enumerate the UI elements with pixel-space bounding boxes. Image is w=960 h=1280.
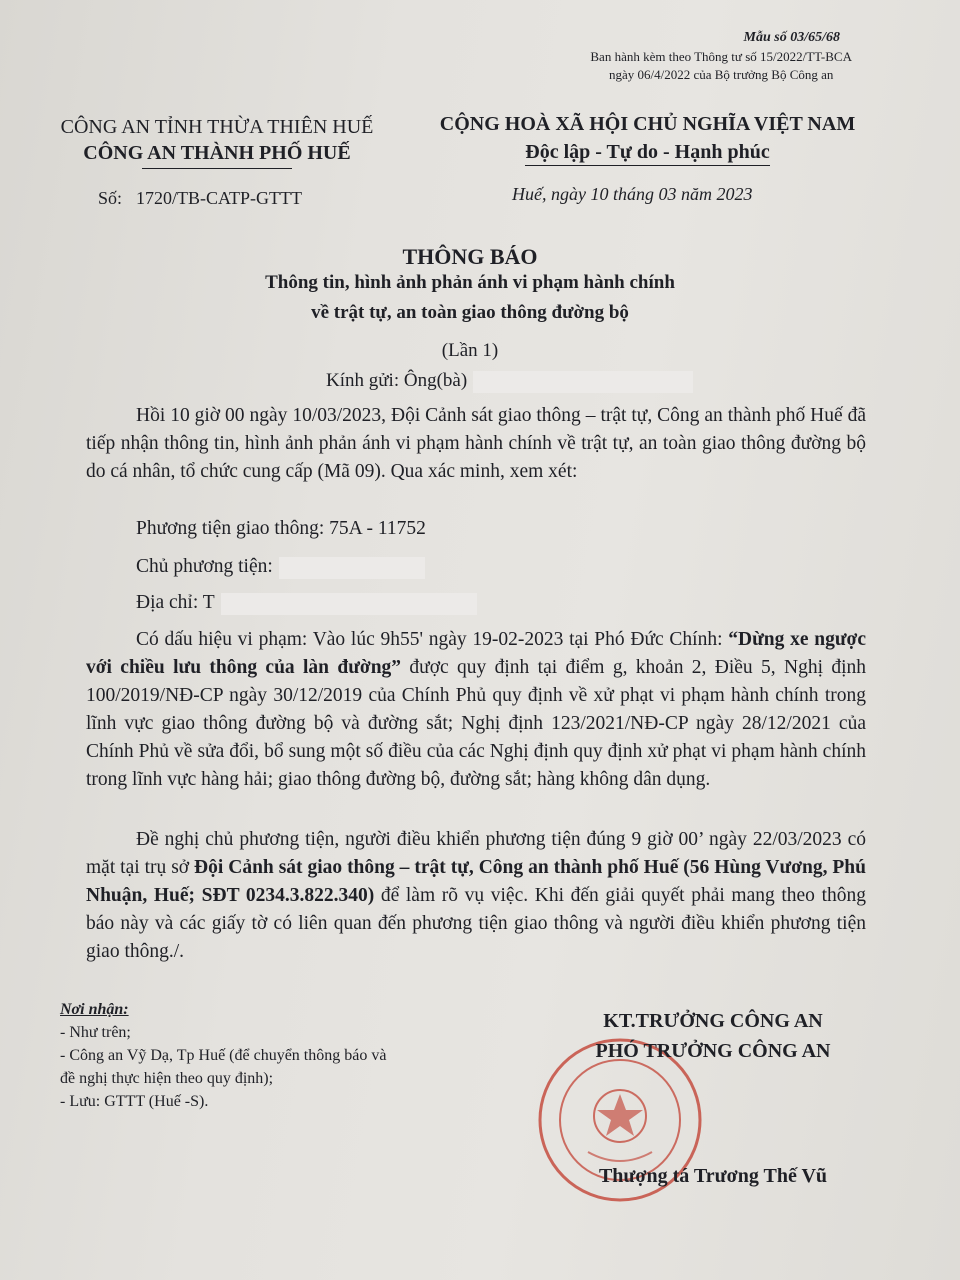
addressee-label: Kính gửi: Ông(bà) — [326, 370, 468, 391]
document-number-label: Số: — [98, 188, 123, 208]
signer-name: Thượng tá Trương Thế Vũ — [598, 1165, 828, 1187]
agency-name: CÔNG AN THÀNH PHỐ HUẾ — [83, 142, 351, 164]
signature-title-1: KT.TRƯỞNG CÔNG AN — [603, 1010, 823, 1032]
notice-round: (Lần 1) — [441, 340, 499, 361]
issued-line-2: ngày 06/4/2022 của Bộ trưởng Bộ Công an — [608, 67, 834, 82]
owner-address — [136, 592, 477, 615]
redacted-name-block — [473, 371, 693, 393]
vehicle-plate: Phương tiện giao thông: 75A - 11752 — [136, 518, 426, 539]
request-text-a: Đề nghị chủ phương tiện, người điều khiển phương tiện đúng 9 giờ 00’ ngày 22/03/2023 có mặt tại trụ sở — [86, 829, 866, 878]
document-title: THÔNG BÁO — [402, 244, 538, 269]
document-number-value: 1720/TB-CATP-GTTT — [136, 188, 303, 208]
redacted-address-block — [221, 593, 477, 615]
addressee — [326, 370, 693, 393]
paragraph-intro: Hồi 10 giờ 00 ngày 10/03/2023, Đội Cảnh sát giao thông – trật tự, Công an thành phố Huế đã tiếp nhận thông tin, hình ảnh phản ánh vi phạm hành chính về trật tự, an toàn giao thông đường bộ do cá nhân, tổ chức cung cấp (Mã 09). Qua xác minh, xem xét: — [86, 405, 866, 482]
recipients-block — [60, 998, 386, 1113]
place-date: Huế, ngày 10 tháng 03 năm 2023 — [512, 184, 753, 204]
address-label: Địa chỉ: T — [136, 592, 215, 613]
vehicle-owner — [136, 556, 425, 579]
national-header — [420, 110, 875, 166]
issued-line-1: Ban hành kèm theo Thông tư số 15/2022/TT-BCA — [590, 49, 852, 64]
redacted-owner-block — [279, 557, 425, 579]
recipient-item: - Như trên; — [60, 1024, 131, 1041]
violation-text-a: Có dấu hiệu vi phạm: Vào lúc 9h55' ngày 19-02-2023 tại Phó Đức Chính: — [136, 629, 729, 650]
signature-block — [548, 1006, 878, 1066]
paragraph-violation — [86, 626, 866, 794]
issuing-agency — [52, 114, 382, 169]
recipient-item: - Công an Vỹ Dạ, Tp Huế (để chuyển thông báo và — [60, 1047, 387, 1064]
recipient-item: - Lưu: GTTT (Huế -S). — [60, 1093, 209, 1110]
form-issued-note — [590, 48, 852, 84]
office-address: Đội Cảnh sát giao thông – trật tự, Công an thành phố Huế (56 Hùng Vương, Phú Nhuận, Huế; SĐT 0234.3.822.340) — [86, 857, 867, 906]
paragraph-request — [86, 826, 866, 966]
form-number: Mẫu số 03/65/68 — [743, 30, 840, 45]
violation-text-b: được quy định tại điểm g, khoản 2, Điều 5, Nghị định 100/2019/NĐ-CP ngày 30/12/2019 của Chính Phủ quy định về xử phạt vi phạm hành chính trong lĩnh vực giao thông đường bộ và đường sắt; Nghị định 123/2021/NĐ-CP ngày 28/12/2021 của Chính Phủ về sửa đổi, bổ sung một số điều của các Nghị định quy định xử phạt vi phạm hành chính trong lĩnh vực hàng hải; giao thông đường bộ, đường sắt; hàng không dân dụng. — [86, 657, 866, 790]
recipients-heading: Nơi nhận: — [60, 1001, 129, 1018]
signature-title-2: PHÓ TRƯỞNG CÔNG AN — [595, 1040, 831, 1062]
agency-parent: CÔNG AN TỈNH THỪA THIÊN HUẾ — [60, 116, 374, 138]
document-subtitle-1: Thông tin, hình ảnh phản ánh vi phạm hành chính — [265, 272, 675, 293]
owner-label: Chủ phương tiện: — [136, 556, 273, 577]
document-subtitle-2: về trật tự, an toàn giao thông đường bộ — [311, 302, 629, 323]
recipient-item: đề nghị thực hiện theo quy định); — [60, 1070, 274, 1087]
request-text-b: để làm rõ vụ việc. Khi đến giải quyết phải mang theo thông báo này và các giấy tờ có liên quan đến phương tiện giao thông và người điều khiển phương tiện giao thông./. — [86, 885, 866, 962]
national-motto: Độc lập - Tự do - Hạnh phúc — [525, 141, 769, 166]
agency-underline — [142, 168, 292, 169]
nation-name: CỘNG HOÀ XÃ HỘI CHỦ NGHĨA VIỆT NAM — [439, 113, 856, 135]
violation-description: “Dừng xe ngược với chiều lưu thông của làn đường” — [86, 629, 866, 678]
document-number — [98, 188, 302, 209]
